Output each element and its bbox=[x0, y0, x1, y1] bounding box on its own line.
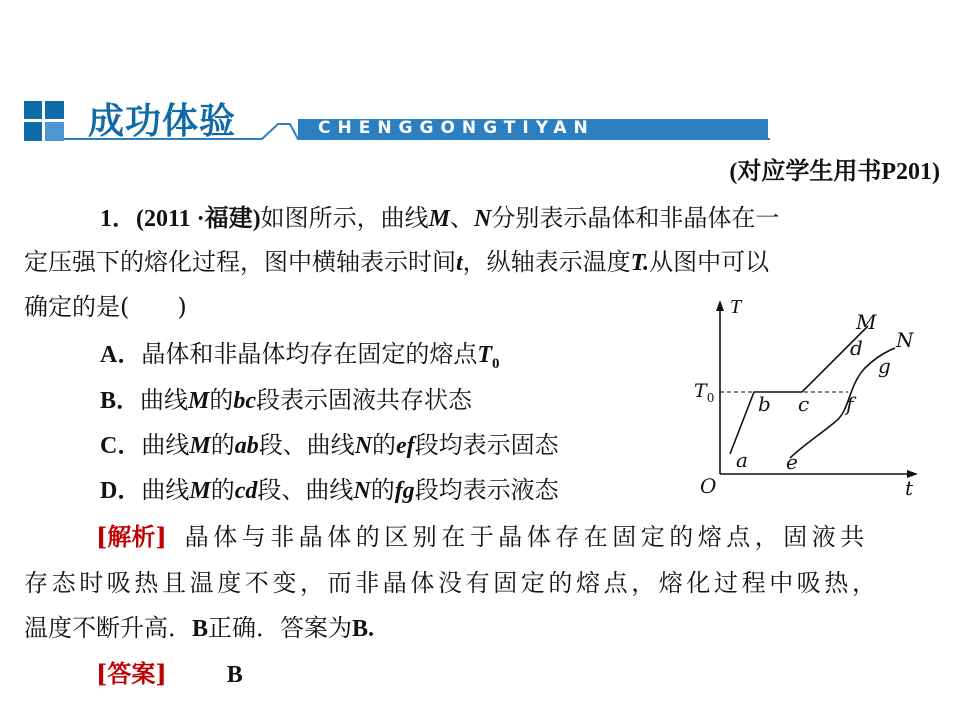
option-text: 的 bbox=[210, 476, 235, 504]
option-text: 晶体和非晶体均存在固定的熔点 bbox=[141, 340, 478, 368]
question-line-1 bbox=[100, 202, 779, 235]
option-text: 的 bbox=[209, 386, 234, 414]
question-text: 从图中可以 bbox=[649, 248, 770, 276]
option-letter: B． bbox=[100, 388, 141, 414]
point-g-label: g bbox=[878, 354, 891, 378]
var-N: N bbox=[353, 478, 371, 504]
question-text: 如图所示，曲线 bbox=[260, 204, 429, 232]
t0-label bbox=[694, 380, 714, 405]
y-axis-arrow-icon bbox=[716, 300, 724, 311]
question-line-2 bbox=[24, 246, 769, 279]
analysis-text: 存态时吸热且温度不变，而非晶体没有固定的熔点，熔化过程中吸热， bbox=[24, 569, 880, 597]
t0-sub: 0 bbox=[706, 390, 715, 405]
var-N: N bbox=[474, 206, 492, 232]
option-text: 曲线 bbox=[140, 386, 189, 414]
segment-label: bc bbox=[233, 388, 257, 414]
option-text: 段均表示液态 bbox=[414, 476, 559, 504]
var-M: M bbox=[189, 478, 211, 504]
option-text: 的 bbox=[370, 476, 395, 504]
question-number: 1． bbox=[100, 206, 136, 232]
option-c[interactable] bbox=[100, 429, 559, 462]
analysis-text: 正确．答案为 bbox=[208, 614, 353, 642]
question-text: 定压强下的熔化过程，图中横轴表示时间 bbox=[24, 248, 456, 276]
answer-letter: B bbox=[192, 616, 209, 642]
question-text: 确定的是( ) bbox=[24, 293, 187, 321]
option-text: 段表示固液共存状态 bbox=[256, 386, 473, 414]
question-text: ，纵轴表示温度 bbox=[462, 248, 631, 276]
option-letter: C． bbox=[100, 433, 142, 459]
question-text: 分别表示晶体和非晶体在一 bbox=[491, 204, 780, 232]
curve-m-label: M bbox=[856, 310, 877, 334]
analysis-line-3 bbox=[24, 612, 374, 645]
section-title: 成功体验 bbox=[88, 101, 237, 142]
option-b[interactable] bbox=[100, 384, 472, 417]
t0-var: T bbox=[694, 380, 707, 402]
var-M: M bbox=[188, 388, 210, 414]
melting-curve-figure bbox=[690, 296, 930, 506]
segment-label: ab bbox=[234, 433, 259, 459]
analysis-label: [解析] bbox=[96, 522, 167, 551]
var-N: N bbox=[354, 433, 373, 459]
answer-letter: B. bbox=[352, 616, 375, 642]
option-letter: D． bbox=[100, 478, 142, 504]
option-a[interactable] bbox=[100, 338, 500, 380]
segment-label: cd bbox=[234, 478, 258, 504]
pinyin-text: CHENGGONGTIYAN bbox=[318, 118, 595, 138]
var-T: T. bbox=[630, 250, 650, 276]
figure-graphics bbox=[690, 296, 930, 506]
point-d-label: d bbox=[850, 336, 863, 360]
point-e-label: e bbox=[786, 450, 798, 474]
question-source: (2011 ·福建) bbox=[136, 206, 261, 232]
subscript: 0 bbox=[492, 355, 500, 372]
option-letter: A． bbox=[100, 342, 142, 368]
segment-label: fg bbox=[394, 478, 415, 504]
analysis-line-2 bbox=[24, 567, 880, 599]
option-text: 段、曲线 bbox=[257, 476, 354, 504]
curve-m bbox=[730, 326, 868, 454]
question-text: 、 bbox=[450, 204, 475, 232]
var-M: M bbox=[189, 433, 211, 459]
answer-label: [答案] bbox=[96, 659, 167, 688]
point-b-label: b bbox=[758, 392, 771, 416]
option-text: 曲线 bbox=[141, 431, 190, 459]
question-line-3 bbox=[24, 291, 187, 323]
option-text: 曲线 bbox=[141, 476, 190, 504]
analysis-text: 晶体与非晶体的区别在于晶体存在固定的熔点，固液共 bbox=[184, 523, 869, 551]
var-M: M bbox=[428, 206, 451, 232]
analysis-text: 温度不断升高． bbox=[24, 614, 192, 642]
var-T: T bbox=[477, 342, 493, 368]
option-text: 的 bbox=[210, 431, 235, 459]
option-d[interactable] bbox=[100, 474, 559, 507]
option-text: 的 bbox=[372, 431, 397, 459]
origin-label: O bbox=[700, 474, 717, 498]
point-a-label: a bbox=[736, 448, 748, 472]
answer-line bbox=[96, 658, 243, 691]
var-t: t bbox=[456, 250, 463, 276]
segment-label: ef bbox=[396, 433, 415, 459]
point-c-label: c bbox=[798, 392, 810, 416]
analysis-line-1 bbox=[96, 521, 869, 553]
option-text: 段、曲线 bbox=[258, 431, 355, 459]
option-text: 段均表示固态 bbox=[414, 431, 559, 459]
point-f-label: f bbox=[846, 392, 854, 416]
answer-value: B bbox=[226, 662, 243, 688]
page-reference: (对应学生用书P201) bbox=[729, 159, 940, 185]
axis-label-t-upper: T bbox=[730, 296, 742, 318]
curve-n-label: N bbox=[896, 328, 914, 352]
axis-label-t-lower: t bbox=[905, 476, 914, 500]
